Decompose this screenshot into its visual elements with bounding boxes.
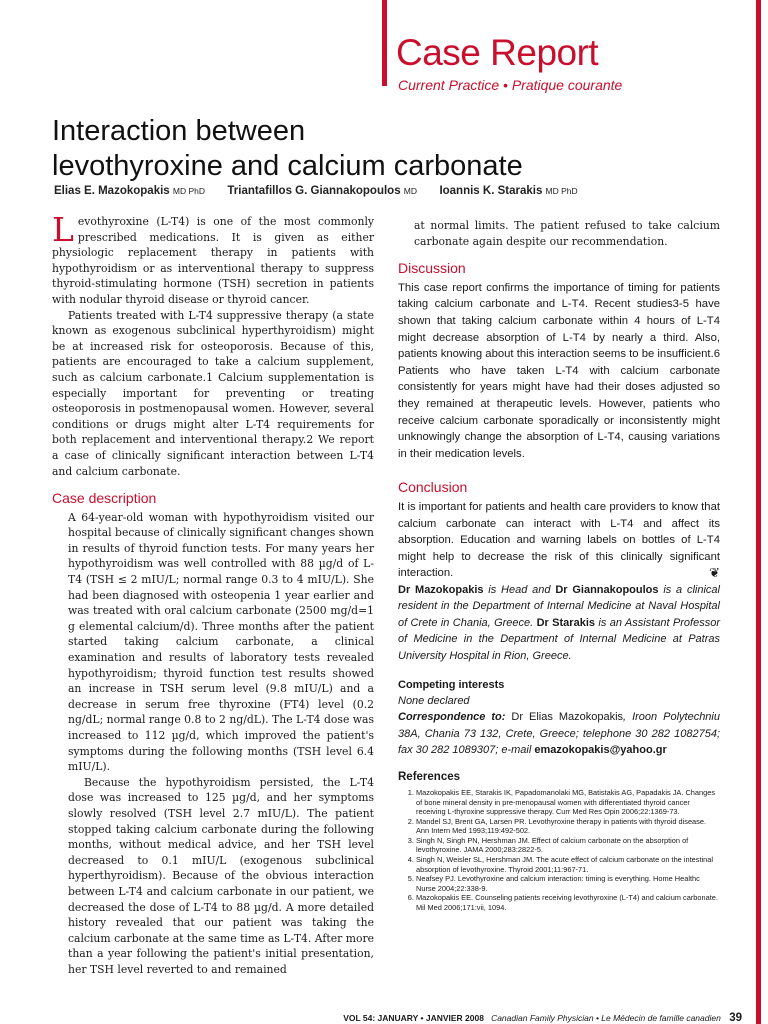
section-title: Case Report <box>396 32 599 73</box>
correspondence-block <box>398 709 720 758</box>
bio-text: is Head and <box>483 583 556 596</box>
case-paragraph-1: A 64-year-old woman with hypothyroidism visited our hospital because of clinically significant changes shown in results of thyroid function tests. For many years her hypothyroidism was well controlled with 88 µg/d of L-T4 (TSH ≤ 2 mIU/L; normal range 0.3 to 4 mIU/L). She had been diagnosed with osteopenia 1 year earlier and was treated with oral calcium carbonate (2500 mg/d=1 g elemental calcium/d). Three months after the patient started taking calcium carbonate, a clinical examination and results of laboratory tests revealed hypothyroidism; thyroid function test results showed an increase in TSH serum level (9.8 mIU/L) and a decrease in serum free thyroxine (FT4) level (0.2 ng/dL; normal range 0.8 to 2 ng/dL). The L-T4 dose was increased to 112 µg/d, which improved the patient's symptoms during the following months (TSH level 6.4 mIU/L). <box>68 510 374 774</box>
right-column <box>398 218 720 913</box>
bio-text: is an Assistant Professor of Medicine in the Department of Internal Medicine at Patras University Hospital in Rion, Greece. <box>398 616 720 662</box>
author-name: Triantafillos G. Giannakopoulos <box>227 185 401 197</box>
correspondence-label: Correspondence to: <box>398 711 506 724</box>
bio-name: Dr Starakis <box>536 616 595 629</box>
correspondence-name: Dr Elias Mazokopakis <box>511 711 624 724</box>
author-affiliations <box>398 582 720 664</box>
intro-paragraph-2: Patients treated with L-T4 suppressive therapy (a state known as exogenous subclinical hyperthyroidism) might be at increased risk for osteoporosis. Because of this, patients are encouraged to take a calcium supplement, such as calcium carbonate.1 Calcium supplementation is especially important for preventing or treating osteoporosis in postmenopausal women. However, several conditions or drugs might alter L-T4 requirements for both replacement and interventional therapy.2 We report a case of clinically significant interaction between L-T4 and calcium carbonate. <box>52 308 374 478</box>
footer-journal: Canadian Family Physician • Le Médecin de famille canadien <box>491 1013 721 1023</box>
author-degree: MD PhD <box>172 186 206 196</box>
reference-item: 2. Mandel SJ, Brent GA, Larsen PR. Levothyroxine therapy in patients with thyroid disease. Ann Intern Med 1993;119:492-502. <box>416 817 720 836</box>
author-name: Elias E. Mazokopakis <box>54 185 170 197</box>
end-of-article-icon: ❦ <box>709 565 720 581</box>
case-paragraph-2: Because the hypothyroidism persisted, the L-T4 dose was increased to 125 µg/d, and her symptoms slowly resolved (TSH level 2.7 mIU/L). The patient stopped taking calcium carbonate during the following months, without medical advice, and her TSH level decreased to 0.1 mIU/L (exogenous subclinical hyperthyroidism). Because of the obvious interaction between L-T4 and calcium carbonate in our patient, we decreased the dose of L-T4 to 88 µg/d. A more detailed history revealed that our patient was taking the calcium carbonate at the same time as L-T4. After more than a year following the patient's initial presentation, her TSH level reverted to and remained <box>68 775 374 976</box>
conclusion-paragraph <box>398 499 720 582</box>
bio-text: is a clinical resident in the Department of Internal Medicine at Naval Hospital of Crete in Chania, Greece. <box>398 583 720 629</box>
conclusion-text: It is important for patients and health care providers to know that calcium carbonate can interact with L-T4 and affect its absorption. Education and warning labels on bottles of L-T4 might help to decrease the risk of this clinically significant interaction. <box>398 500 720 580</box>
article-title-line-1: Interaction between <box>52 115 306 147</box>
intro-paragraph-1-text: evothyroxine (L-T4) is one of the most commonly prescribed medications. It is given as either physiologic replacement therapy in patients with hypothyroidism or as interventional therapy to suppress thyroid-stimulating hormone (TSH) secretion in patients with nodular thyroid disease or thyroid cancer. <box>52 215 374 306</box>
correspondence-address: , Iroon Polytechniu 38A, Chania 73 132, Crete, Greece; telephone 30 282 1082754; fax 30 282 1089307; e-mail <box>398 711 720 756</box>
author-name: Ioannis K. Starakis <box>439 185 543 197</box>
bio-name: Dr Giannakopoulos <box>555 583 659 596</box>
footer-volume: VOL 54: JANUARY • JANVIER 2008 <box>343 1013 484 1023</box>
author-degree: MD PhD <box>545 186 578 196</box>
case-description-body <box>52 510 374 978</box>
intro-paragraph-1 <box>52 210 374 308</box>
drop-cap: L <box>52 210 74 249</box>
reference-item: 6. Mazokopakis EE. Counseling patients receiving levothyroxine (L-T4) and calcium carbonate. Mil Med 2006;171:vii, 1094. <box>416 893 720 912</box>
discussion-heading: Discussion <box>398 260 466 277</box>
author-list <box>54 185 578 197</box>
case-paragraph-continuation: at normal limits. The patient refused to take calcium carbonate again despite our recommendation. <box>414 219 720 248</box>
references-heading: References <box>398 771 461 784</box>
reference-item: 3. Singh N, Singh PN, Hershman JM. Effect of calcium carbonate on the absorption of levothyroxine. JAMA 2000;283:2822-5. <box>416 836 720 855</box>
bio-name: Dr Mazokopakis <box>398 583 484 596</box>
page-footer <box>312 1012 742 1024</box>
reference-item: 1. Mazokopakis EE, Starakis IK, Papadomanolaki MG, Batistakis AG, Papadakis JA. Changes of bone mineral density in pre-menopausal women with differentiated thyroid cancer receiving L-thyroxine suppressive therapy. Curr Med Res Opin 2006;22:1369-73. <box>416 788 720 817</box>
conclusion-heading: Conclusion <box>398 479 468 496</box>
section-subtitle: Current Practice • Pratique courante <box>398 77 623 93</box>
header-red-rule <box>382 0 387 86</box>
references-list <box>398 788 720 913</box>
reference-item: 5. Neafsey PJ. Levothyroxine and calcium interaction: timing is everything. Home Healthc Nurse 2004;22:338-9. <box>416 874 720 893</box>
right-margin-red-rule <box>756 0 761 1024</box>
left-column <box>52 210 374 978</box>
competing-interests-text: None declared <box>398 694 470 707</box>
article-title <box>52 114 692 184</box>
author-degree: MD <box>403 186 418 196</box>
correspondence-email[interactable]: emazokopakis@yahoo.gr <box>534 743 667 756</box>
reference-item: 4. Singh N, Weisler SL, Hershman JM. The acute effect of calcium carbonate on the intestinal absorption of levothyroxine. Thyroid 2001;11:967-71. <box>416 855 720 874</box>
article-title-line-2: levothyroxine and calcium carbonate <box>52 150 523 182</box>
competing-interests-heading: Competing interests <box>398 678 505 691</box>
discussion-paragraph: This case report confirms the importance of timing for patients taking calcium carbonate and L-T4. Recent studies3-5 have shown that taking calcium carbonate within 4 hours of L-T4 might decrease absorption of L-T4 by nearly a third. Also, patients knowing about this interaction seems to be insufficient.6 Patients who have taken L-T4 with calcium carbonate consistently for years might have had their doses adjusted so they remained at therapeutic levels. However, patients who receive calcium carbonate sporadically or inconsistently might unknowingly change the absorption of L-T4, causing variations in their medication levels. <box>398 281 720 460</box>
case-description-heading: Case description <box>52 490 157 507</box>
page-number: 39 <box>729 1012 742 1024</box>
